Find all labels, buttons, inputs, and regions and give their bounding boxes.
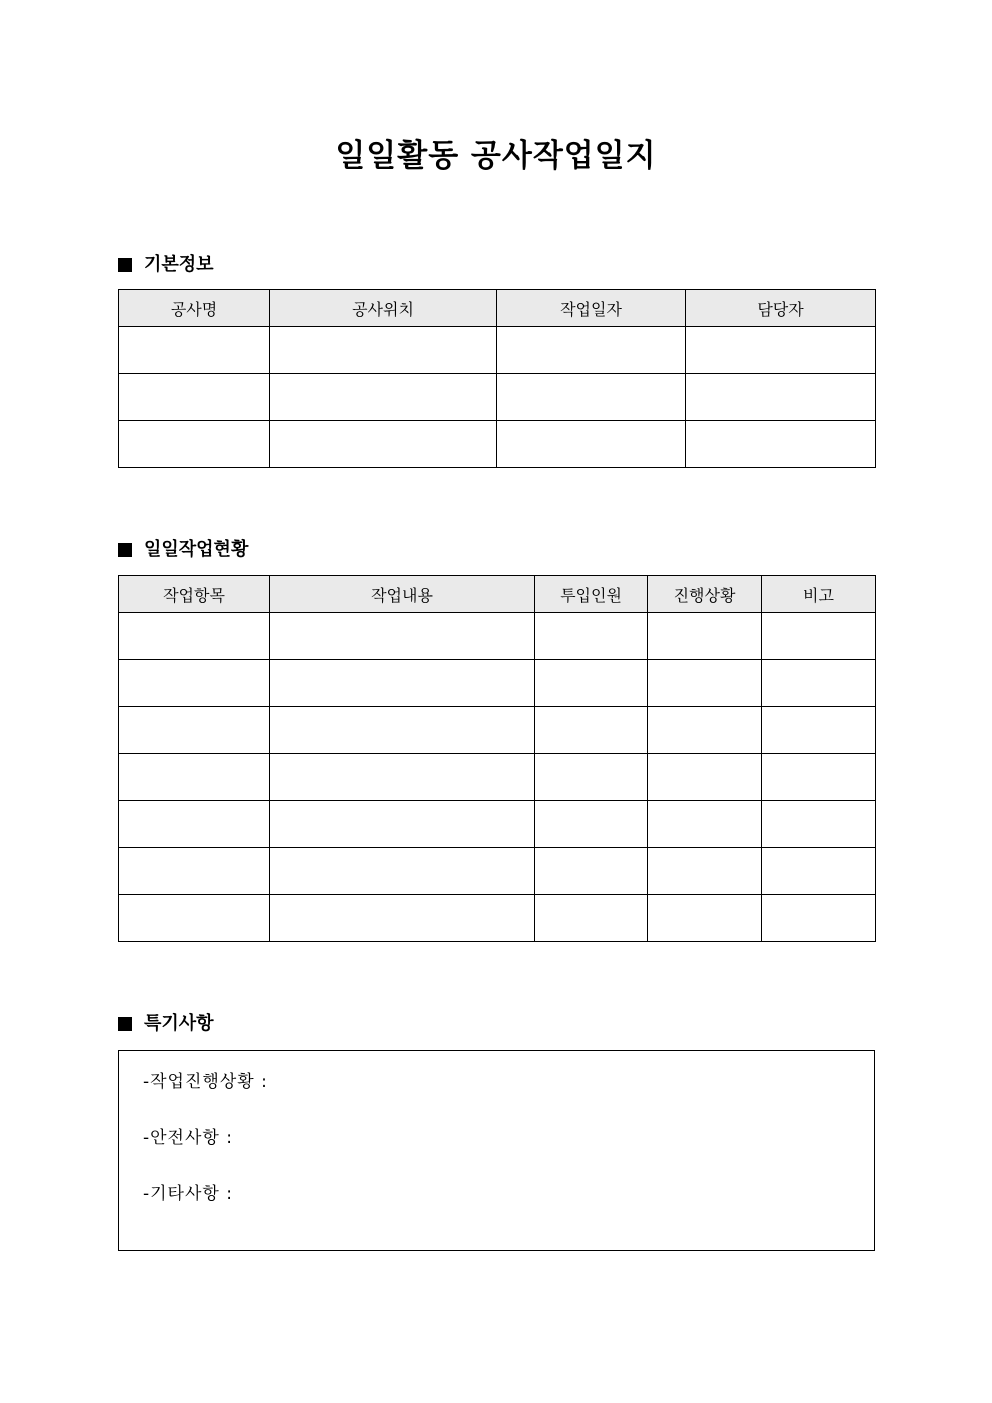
table-cell[interactable] xyxy=(762,801,876,848)
table-row xyxy=(119,801,876,848)
basic-info-heading xyxy=(118,253,214,277)
table-cell[interactable] xyxy=(270,707,535,754)
table-cell[interactable] xyxy=(119,801,270,848)
remarks-heading-label: 특기사항 xyxy=(144,1013,214,1034)
table-cell[interactable] xyxy=(686,421,876,468)
table-row xyxy=(119,327,876,374)
column-header-personnel: 투입인원 xyxy=(535,576,648,613)
table-cell[interactable] xyxy=(535,895,648,942)
table-cell[interactable] xyxy=(535,613,648,660)
table-cell[interactable] xyxy=(270,421,497,468)
table-cell[interactable] xyxy=(119,327,270,374)
column-header-remarks: 비고 xyxy=(762,576,876,613)
remark-other: -기타사항 : xyxy=(143,1184,233,1204)
daily-work-heading-label: 일일작업현황 xyxy=(144,539,249,560)
table-cell[interactable] xyxy=(119,660,270,707)
table-cell[interactable] xyxy=(119,707,270,754)
table-cell[interactable] xyxy=(119,895,270,942)
table-cell[interactable] xyxy=(762,754,876,801)
table-cell[interactable] xyxy=(270,801,535,848)
daily-work-table xyxy=(118,575,876,942)
table-cell[interactable] xyxy=(270,895,535,942)
table-cell[interactable] xyxy=(119,848,270,895)
table-cell[interactable] xyxy=(762,660,876,707)
table-cell[interactable] xyxy=(762,895,876,942)
table-cell[interactable] xyxy=(648,895,762,942)
remarks-box[interactable] xyxy=(118,1050,875,1251)
table-cell[interactable] xyxy=(119,613,270,660)
square-bullet-icon xyxy=(118,258,132,272)
table-cell[interactable] xyxy=(270,613,535,660)
column-header-construction-location: 공사위치 xyxy=(270,290,497,327)
table-cell[interactable] xyxy=(535,801,648,848)
table-cell[interactable] xyxy=(686,374,876,421)
basic-info-table xyxy=(118,289,876,468)
column-header-work-date: 작업일자 xyxy=(497,290,686,327)
table-cell[interactable] xyxy=(497,374,686,421)
table-cell[interactable] xyxy=(648,848,762,895)
table-cell[interactable] xyxy=(119,754,270,801)
table-cell[interactable] xyxy=(762,707,876,754)
table-cell[interactable] xyxy=(270,754,535,801)
column-header-work-content: 작업내용 xyxy=(270,576,535,613)
square-bullet-icon xyxy=(118,1017,132,1031)
table-row xyxy=(119,707,876,754)
table-cell[interactable] xyxy=(535,660,648,707)
column-header-construction-name: 공사명 xyxy=(119,290,270,327)
column-header-progress: 진행상황 xyxy=(648,576,762,613)
table-cell[interactable] xyxy=(648,613,762,660)
table-row xyxy=(119,374,876,421)
basic-info-header-row xyxy=(119,290,876,327)
table-cell[interactable] xyxy=(497,421,686,468)
table-cell[interactable] xyxy=(648,707,762,754)
table-cell[interactable] xyxy=(270,327,497,374)
basic-info-heading-label: 기본정보 xyxy=(144,254,214,275)
table-cell[interactable] xyxy=(535,707,648,754)
table-cell[interactable] xyxy=(119,374,270,421)
table-cell[interactable] xyxy=(762,613,876,660)
square-bullet-icon xyxy=(118,543,132,557)
column-header-work-item: 작업항목 xyxy=(119,576,270,613)
table-cell[interactable] xyxy=(648,660,762,707)
table-row xyxy=(119,660,876,707)
table-row xyxy=(119,754,876,801)
table-cell[interactable] xyxy=(686,327,876,374)
table-cell[interactable] xyxy=(762,848,876,895)
table-cell[interactable] xyxy=(535,848,648,895)
table-cell[interactable] xyxy=(497,327,686,374)
table-cell[interactable] xyxy=(270,660,535,707)
daily-work-heading xyxy=(118,538,248,562)
page-title: 일일활동 공사작업일지 xyxy=(335,138,657,174)
table-row xyxy=(119,848,876,895)
table-cell[interactable] xyxy=(270,848,535,895)
remark-work-progress: -작업진행상황 : xyxy=(143,1072,268,1092)
table-cell[interactable] xyxy=(648,801,762,848)
table-cell[interactable] xyxy=(648,754,762,801)
table-row xyxy=(119,613,876,660)
table-cell[interactable] xyxy=(535,754,648,801)
table-cell[interactable] xyxy=(119,421,270,468)
remarks-heading xyxy=(118,1012,214,1036)
table-row xyxy=(119,421,876,468)
remark-safety: -안전사항 : xyxy=(143,1128,233,1148)
table-row xyxy=(119,895,876,942)
daily-work-header-row xyxy=(119,576,876,613)
table-cell[interactable] xyxy=(270,374,497,421)
column-header-manager: 담당자 xyxy=(686,290,876,327)
